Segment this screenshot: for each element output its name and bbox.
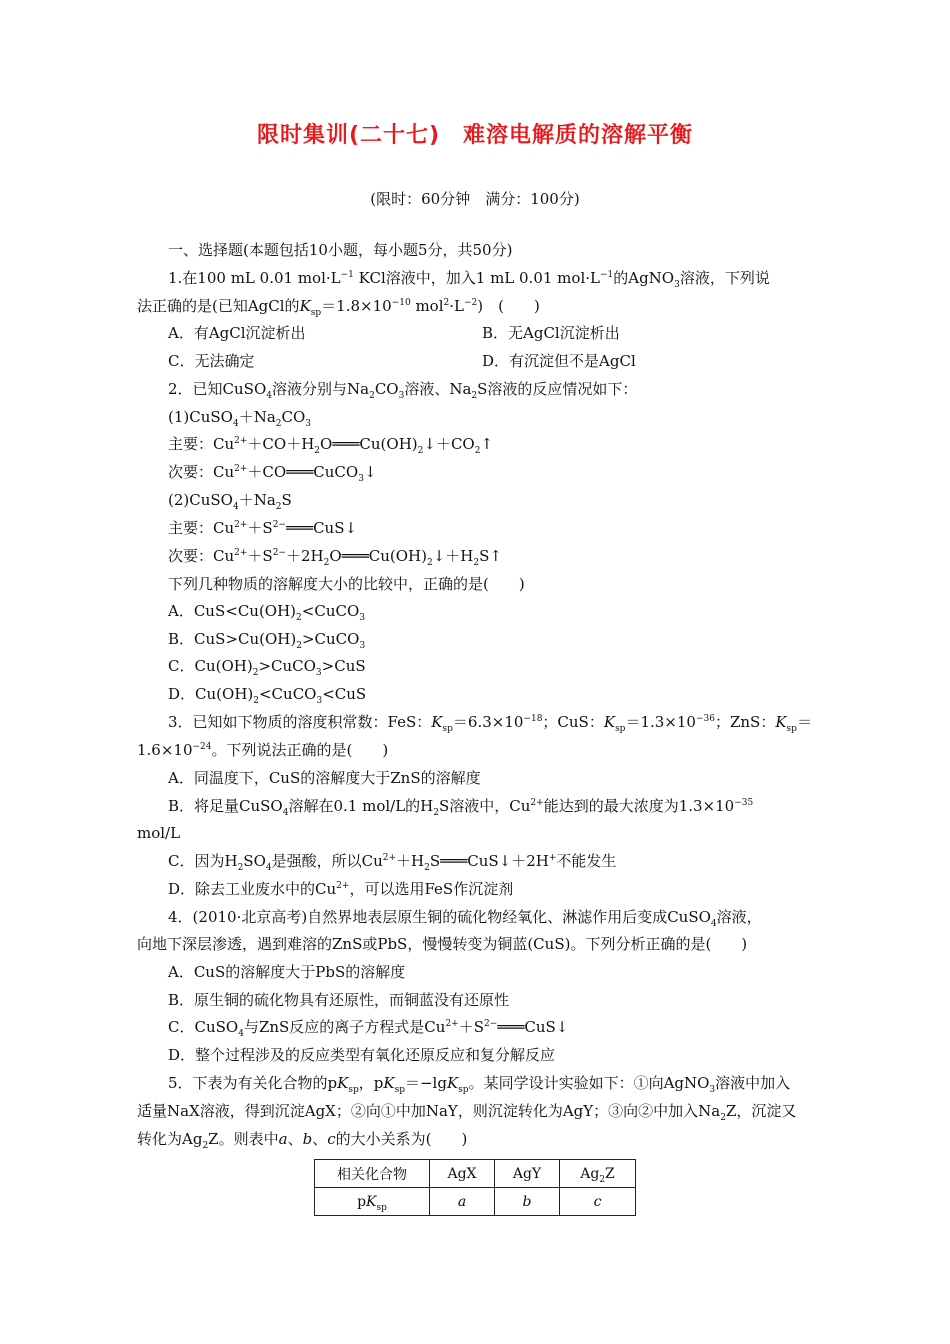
q5-stem-line3: 转化为$Ag_2Z$。则表中a、b、c的大小关系为( ) xyxy=(137,1130,468,1151)
q2-option-b: B．$CuS>Cu(OH)_2>CuCO_3$ xyxy=(168,630,366,651)
q2-option-a: A．$CuS<Cu(OH)_2<CuCO_3$ xyxy=(168,602,365,623)
table-cell: b xyxy=(495,1188,560,1216)
table-row xyxy=(315,1188,636,1216)
ksp-table xyxy=(314,1159,636,1216)
table-cell: c xyxy=(560,1188,636,1216)
q1-option-b: B．无AgCl沉淀析出 xyxy=(482,324,620,342)
q2-stem: 2．已知CuSO$_4$溶液分别与$Na_2CO_3$溶液、$Na_2S$溶液的反应情况如下： xyxy=(168,380,638,401)
table-cell: a xyxy=(430,1188,495,1216)
q2-option-d: D．$Cu(OH)_2<CuCO_3<CuS$ xyxy=(168,685,367,706)
q5-stem-line2: 适量NaX溶液，得到沉淀AgX；②向①中加NaY，则沉淀转化为AgY；③向②中加入$Na_2Z$，沉淀又 xyxy=(137,1102,797,1123)
q4-option-b: B．原生铜的硫化物具有还原性，而铜蓝没有还原性 xyxy=(168,991,510,1009)
q3-option-c: C．因为$H_2SO_4$是强酸，所以$Cu^{2+}+H_2S═══CuS↓+2H^+$不能发生 xyxy=(168,852,617,873)
table-header-row xyxy=(315,1160,636,1188)
q3-option-a: A．同温度下，CuS的溶解度大于ZnS的溶解度 xyxy=(168,769,481,787)
q3-option-b-cont: mol/L xyxy=(137,824,181,842)
q3-stem-line1: 3．已知如下物质的溶度积常数：FeS：$K_{sp}=6.3\times 10^{-18}$；CuS：$K_{sp}=1.3\times 10^{-36}$；ZnS：$K_{sp}=$ xyxy=(168,713,812,734)
q4-option-c: C．CuSO$_4$与ZnS反应的离子方程式是$Cu^{2+}+S^{2-}═══CuS↓$ xyxy=(168,1018,569,1039)
q3-option-d: D．除去工业废水中的$Cu^{2+}$，可以选用FeS作沉淀剂 xyxy=(168,880,514,898)
q4-option-d: D．整个过程涉及的反应类型有氧化还原反应和复分解反应 xyxy=(168,1046,556,1064)
q2-question: 下列几种物质的溶解度大小的比较中，正确的是( ) xyxy=(168,575,525,593)
q2-reaction2-heading: $(2)CuSO_4+Na_2S$ xyxy=(168,491,292,512)
table-header-cell: $Ag_2Z$ xyxy=(560,1160,636,1188)
q5-stem-line1: 5．下表为有关化合物的$pK_{sp}$，$pK_{sp}=-\lg K_{sp}$。某同学设计实验如下：①向AgNO$_3$溶液中加入 xyxy=(168,1074,791,1095)
q4-option-a: A．CuS的溶解度大于PbS的溶解度 xyxy=(168,963,406,981)
table-header-cell: 相关化合物 xyxy=(315,1160,430,1188)
q1-option-c: C．无法确定 xyxy=(168,352,255,370)
page-subtitle: (限时：60分钟 满分：100分) xyxy=(370,190,580,208)
q2-reaction2-minor: 次要：$Cu^{2+}+S^{2-}+2H_2O═══Cu(OH)_2↓+H_2S↑$ xyxy=(168,547,502,568)
q1-option-a: A．有AgCl沉淀析出 xyxy=(168,324,306,342)
q4-stem-line2: 向地下深层渗透，遇到难溶的ZnS或PbS，慢慢转变为铜蓝(CuS)。下列分析正确的是( ) xyxy=(137,935,748,953)
q3-stem-line2: $1.6\times 10^{-24}$。下列说法正确的是( ) xyxy=(137,741,389,759)
q1-option-d: D．有沉淀但不是AgCl xyxy=(482,352,636,370)
q2-reaction2-main: 主要：$Cu^{2+}+S^{2-}═══CuS↓$ xyxy=(168,519,358,537)
q2-reaction1-minor: 次要：$Cu^{2+}+CO═══CuCO_3↓$ xyxy=(168,463,377,484)
page-title: 限时集训(二十七) 难溶电解质的溶解平衡 xyxy=(256,123,694,148)
q2-option-c: C．$Cu(OH)_2>CuCO_3>CuS$ xyxy=(168,657,366,678)
q4-stem-line1: 4．(2010·北京高考)自然界地表层原生铜的硫化物经氧化、淋滤作用后变成CuSO$_4$溶液， xyxy=(168,908,762,929)
q2-reaction1-heading: $(1)CuSO_4+Na_2CO_3$ xyxy=(168,408,312,429)
table-cell: $pK_{sp}$ xyxy=(315,1188,430,1216)
table-header-cell: AgX xyxy=(430,1160,495,1188)
section-heading: 一、选择题(本题包括10小题，每小题5分，共50分) xyxy=(168,241,513,259)
q2-reaction1-main: 主要：$Cu^{2+}+CO+H_2O═══Cu(OH)_2↓+CO_2↑$ xyxy=(168,435,494,456)
q1-stem-line2: 法正确的是(已知AgCl的$K_{sp}=1.8\times 10^{-10}$ $mol^2\cdot L^{-2}$) ( ) xyxy=(137,297,540,318)
q1-stem-line1: 1.在100 mL 0.01 $mol\cdot L^{-1}$ KCl溶液中，加入1 mL 0.01 $mol\cdot L^{-1}$的AgNO$_3$溶液，下列说 xyxy=(168,269,770,290)
q3-option-b: B．将足量CuSO$_4$溶解在0.1 mol/L的$H_2S$溶液中，$Cu^{2+}$能达到的最大浓度为$1.3\times 10^{-35}$ xyxy=(168,797,754,818)
table-header-cell: AgY xyxy=(495,1160,560,1188)
